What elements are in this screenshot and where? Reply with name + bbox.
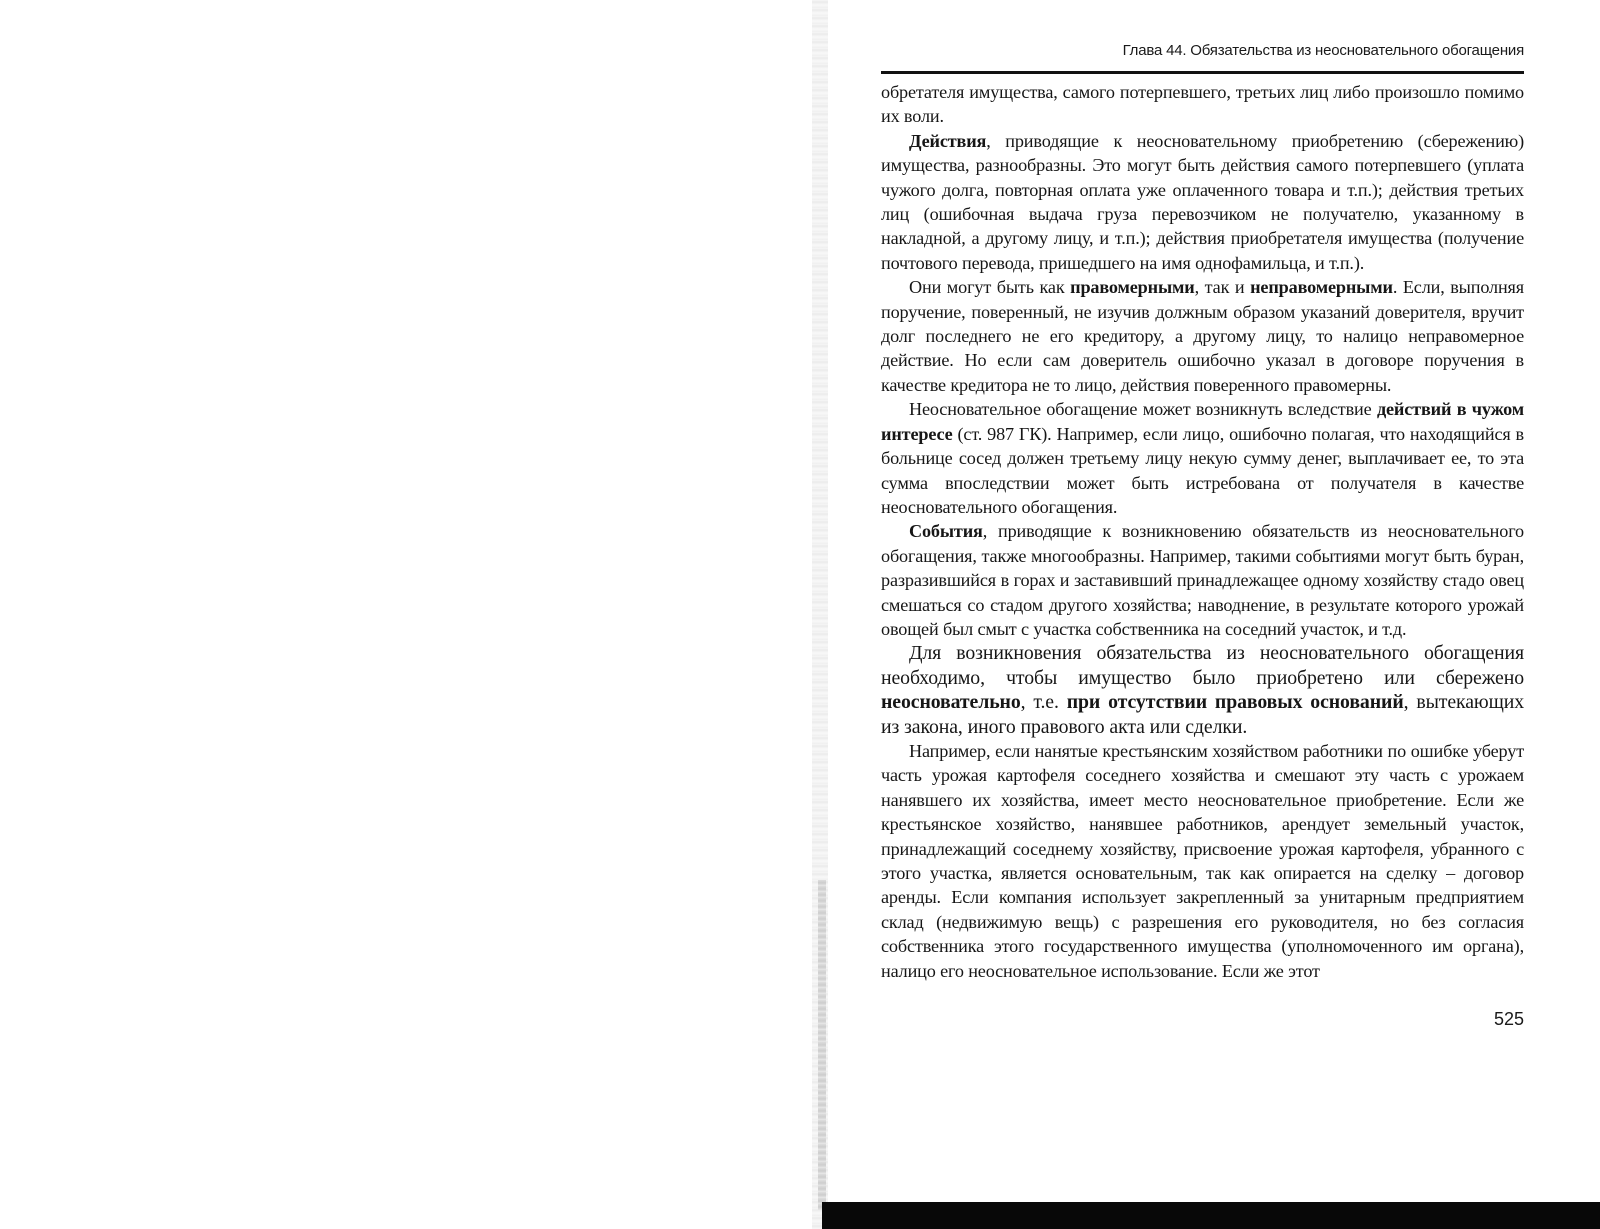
text-segment: обретателя имущества, самого потерпевшего, третьих лиц либо произошло помимо их воли. <box>881 82 1524 127</box>
page-number: 525 <box>1493 1009 1524 1030</box>
bold-term: неосновательно <box>881 691 1021 714</box>
bold-term: правомерными <box>1070 277 1195 298</box>
text-segment: Неосновательное обогащение может возникнуть вследствие <box>909 399 1377 420</box>
paragraph-3 <box>881 275 1524 397</box>
bold-term: неправомерными <box>1250 277 1393 298</box>
paragraph-4 <box>881 397 1524 519</box>
bold-term: Действия <box>909 130 987 151</box>
text-segment: Они могут быть как <box>909 277 1071 298</box>
paragraph-5 <box>881 519 1524 641</box>
paragraph-7 <box>881 739 1524 983</box>
text-segment: Например, если нанятые крестьянским хозяйством работники по ошибке уберут часть урожая картофеля соседнего хозяйства и смешают эту часть с урожаем нанявшего их хозяйства, имеет место неосновательное приобретение. Если же крестьянское хозяйство, нанявшее работников, арендует земельный участок, принадлежащий соседнему хозяйству, присвоение урожая картофеля, убранного с этого участка, является основательным, так как опирается на сделку – договор аренды. Если компания использует закрепленный за унитарным предприятием склад (недвижимую вещь) с разрешения его руководителя, но без согласия собственника этого государственного имущества (уполномоченного им органа), налицо его неосновательное использование. Если же этот <box>881 740 1524 981</box>
text-segment: , так и <box>1194 277 1251 298</box>
text-segment: , приводящие к неосновательному приобретению (сбережению) имущества, разнообразны. Это могут быть действия самого потерпевшего (уплата чужого долга, повторная оплата уже оплаченного товара и т.п.); действия третьих лиц (ошибочная выдача груза перевозчиком не получателю, указанному в накладной, а другому лицу, и т.п.); действия приобретателя имущества (получение почтового перевода, пришедшего на имя однофамильца, и т.п.). <box>881 130 1524 273</box>
text-segment: . Если, выполняя поручение, поверенный, не изучив должным образом указаний доверителя, вручит долг последнего не его кредитору, а другому лицу, то налицо неправомерное действие. Но если сам доверитель ошибочно указал в договоре поручения в качестве кредитора не то лицо, действия поверенного правомерны. <box>881 277 1524 395</box>
bold-term: События <box>909 521 983 542</box>
text-segment: Для возникновения обязательства из неосновательного обогащения необходимо, чтобы имущество было приобретено или сбережено <box>881 642 1524 689</box>
text-segment: , вытекающих из закона, иного правового акта или сделки. <box>881 691 1524 738</box>
text-segment: (ст. 987 ГК). Например, если лицо, ошибочно полагая, что находящийся в больнице сосед должен третьему лицу некую сумму денег, выплачивает ее, то эта сумма впоследствии может быть истребована от получателя в качестве неосновательного обогащения. <box>881 423 1524 517</box>
running-header: Глава 44. Обязательства из неосновательного обогащения <box>1122 42 1524 59</box>
paragraph-6 <box>881 641 1524 739</box>
book-page <box>881 40 1524 1030</box>
page-body <box>881 80 1524 983</box>
bold-term: при отсутствии правовых оснований <box>1066 691 1404 714</box>
text-segment: , т.е. <box>1020 691 1067 714</box>
text-segment: , приводящие к возникновению обязательств из неосновательного обогащения, также многообразны. Например, такими событиями могут быть буран, разразившийся в горах и заставивший принадлежащее одному хозяйству стадо овец смешаться со стадом другого хозяйства; наводнение, в результате которого урожай овощей был смыт с участка собственника на соседний участок, и т.д. <box>881 521 1524 639</box>
header-rule <box>881 71 1524 74</box>
scan-bottom-edge <box>822 1202 1600 1229</box>
paragraph-1 <box>881 80 1524 129</box>
paragraph-2 <box>881 129 1524 275</box>
bold-term: действий в чужом интересе <box>881 399 1524 444</box>
scan-gutter-shadow-lower <box>818 880 826 1210</box>
